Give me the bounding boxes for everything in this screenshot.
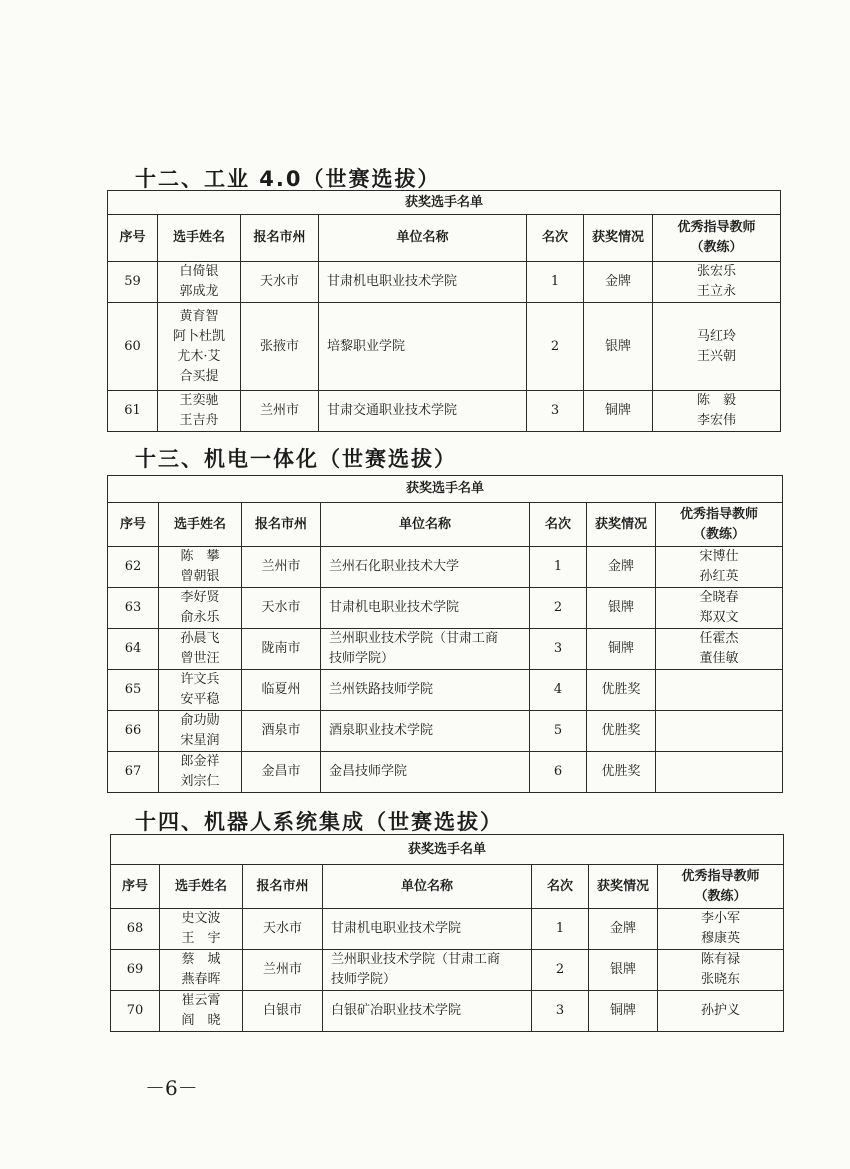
cell-names [160, 950, 243, 991]
cell-seq: 61 [108, 391, 158, 432]
cell-coaches [658, 909, 784, 950]
unit-name: 技师学院） [331, 972, 397, 987]
table-row [108, 547, 783, 588]
award-table [107, 475, 783, 793]
coach-name: 王立永 [696, 284, 736, 299]
table-caption: 获奖选手名单 [111, 835, 784, 865]
coach-name: 李宏伟 [696, 413, 736, 428]
cell-award: 银牌 [584, 303, 653, 391]
cell-coaches [656, 752, 783, 793]
table-row [108, 303, 781, 391]
cell-unit [321, 547, 530, 588]
coach-name: 张宏乐 [696, 264, 736, 279]
contestant-name: 许文兵 [180, 672, 220, 687]
cell-unit [321, 670, 530, 711]
cell-award: 金牌 [589, 909, 658, 950]
contestant-name: 阎 晓 [181, 1013, 221, 1028]
coach-name: 孙红英 [699, 569, 739, 584]
header-rank: 名次 [532, 865, 589, 909]
contestant-name: 俞永乐 [180, 610, 220, 625]
cell-seq: 60 [108, 303, 158, 391]
contestant-name: 崔云霄 [181, 993, 221, 1008]
cell-coaches [658, 991, 784, 1032]
cell-city: 天水市 [241, 262, 319, 303]
cell-city: 兰州市 [241, 391, 319, 432]
contestant-name: 郎金祥 [180, 754, 220, 769]
coach-name: 任霍杰 [699, 631, 739, 646]
cell-rank: 1 [532, 909, 589, 950]
unit-name: 白银矿冶职业技术学院 [331, 1003, 462, 1018]
coach-name: 穆康英 [700, 931, 740, 946]
coach-name: 孙护义 [700, 1003, 740, 1018]
cell-seq: 65 [108, 670, 159, 711]
header-coach-line2: （教练） [690, 240, 743, 255]
contestant-name: 俞功勋 [180, 713, 220, 728]
cell-award: 铜牌 [587, 629, 656, 670]
table-row [108, 670, 783, 711]
cell-names [159, 670, 242, 711]
cell-seq: 68 [111, 909, 160, 950]
cell-seq: 66 [108, 711, 159, 752]
header-coach [656, 503, 783, 547]
unit-name: 培黎职业学院 [327, 338, 406, 354]
contestant-name: 曾朝银 [180, 569, 220, 584]
contestant-name: 宋星润 [180, 733, 220, 748]
cell-coaches [656, 711, 783, 752]
cell-names [159, 752, 242, 793]
header-unit: 单位名称 [321, 503, 530, 547]
table-row [111, 991, 784, 1032]
table-row [111, 950, 784, 991]
cell-city: 张掖市 [241, 303, 319, 391]
unit-name: 兰州职业技术学院（甘肃工商 [331, 952, 501, 967]
header-unit: 单位名称 [319, 215, 527, 262]
cell-coaches [656, 670, 783, 711]
contestant-name: 安平稳 [180, 692, 220, 707]
table-row [111, 909, 784, 950]
award-table [107, 190, 781, 432]
coach-name: 马红玲 [696, 328, 736, 344]
cell-award: 优胜奖 [587, 752, 656, 793]
unit-name: 兰州石化职业技术大学 [329, 559, 460, 574]
cell-rank: 3 [527, 391, 584, 432]
cell-unit [321, 711, 530, 752]
cell-city: 临夏州 [242, 670, 321, 711]
cell-seq: 59 [108, 262, 158, 303]
section-title: 十三、机电一体化（世赛选拔） [135, 447, 457, 471]
unit-name: 酒泉职业技术学院 [329, 723, 434, 738]
cell-city: 陇南市 [242, 629, 321, 670]
unit-name: 甘肃交通职业技术学院 [327, 403, 458, 418]
contestant-name: 燕春晖 [181, 972, 221, 987]
contestant-name: 陈 攀 [180, 549, 220, 564]
contestant-name: 王吉舟 [179, 413, 219, 428]
contestant-name: 白倚银 [179, 264, 219, 279]
cell-rank: 3 [532, 991, 589, 1032]
table-body [111, 909, 784, 1032]
header-rank: 名次 [530, 503, 587, 547]
cell-unit [323, 909, 532, 950]
cell-names [159, 711, 242, 752]
cell-rank: 2 [530, 588, 587, 629]
contestant-name: 合买提 [179, 368, 219, 384]
header-award: 获奖情况 [589, 865, 658, 909]
cell-rank: 6 [530, 752, 587, 793]
coach-name: 宋博仕 [699, 549, 739, 564]
contestant-name: 孙晨飞 [180, 631, 220, 646]
header-seq: 序号 [108, 503, 159, 547]
table-caption: 获奖选手名单 [108, 476, 783, 503]
cell-rank: 2 [527, 303, 584, 391]
cell-unit [319, 391, 527, 432]
cell-unit [321, 629, 530, 670]
cell-seq: 62 [108, 547, 159, 588]
cell-rank: 5 [530, 711, 587, 752]
header-coach-line2: （教练） [692, 526, 745, 542]
cell-award: 金牌 [584, 262, 653, 303]
unit-name: 甘肃机电职业技术学院 [331, 921, 462, 936]
page-number: －6－ [145, 1076, 198, 1100]
cell-award: 银牌 [587, 588, 656, 629]
header-seq: 序号 [108, 215, 158, 262]
table-caption: 获奖选手名单 [108, 191, 781, 215]
cell-seq: 63 [108, 588, 159, 629]
cell-names [158, 262, 241, 303]
header-name: 选手姓名 [160, 865, 243, 909]
cell-seq: 69 [111, 950, 160, 991]
header-award: 获奖情况 [587, 503, 656, 547]
header-unit: 单位名称 [323, 865, 532, 909]
cell-unit [319, 303, 527, 391]
cell-rank: 4 [530, 670, 587, 711]
unit-name: 金昌技师学院 [329, 764, 408, 779]
cell-city: 酒泉市 [242, 711, 321, 752]
cell-names [159, 588, 242, 629]
cell-coaches [653, 262, 781, 303]
cell-unit [323, 950, 532, 991]
coach-name: 陈 毅 [696, 393, 736, 408]
coach-name: 郑双文 [699, 610, 739, 625]
cell-unit [323, 991, 532, 1032]
award-table [110, 834, 784, 1032]
cell-names [160, 909, 243, 950]
header-coach-line2: （教练） [694, 888, 747, 904]
cell-unit [319, 262, 527, 303]
header-city: 报名市州 [241, 215, 319, 262]
coach-name: 全晓春 [699, 590, 739, 605]
coach-name: 陈有禄 [700, 952, 740, 967]
coach-name: 张晓东 [700, 972, 740, 987]
unit-name: 兰州铁路技师学院 [329, 682, 434, 697]
header-coach-line1: 优秀指导教师 [679, 506, 758, 522]
cell-award: 金牌 [587, 547, 656, 588]
header-name: 选手姓名 [159, 503, 242, 547]
contestant-name: 蔡 城 [181, 952, 221, 967]
cell-coaches [653, 303, 781, 391]
cell-coaches [658, 950, 784, 991]
header-city: 报名市州 [243, 865, 323, 909]
cell-seq: 67 [108, 752, 159, 793]
coach-name: 董佳敏 [699, 651, 739, 666]
cell-unit [321, 752, 530, 793]
cell-city: 金昌市 [242, 752, 321, 793]
cell-coaches [656, 629, 783, 670]
cell-award: 铜牌 [589, 991, 658, 1032]
contestant-name: 曾世汪 [180, 651, 220, 666]
cell-city: 白银市 [243, 991, 323, 1032]
cell-rank: 3 [530, 629, 587, 670]
contestant-name: 王奕驰 [179, 393, 219, 408]
header-coach-line1: 优秀指导教师 [677, 220, 756, 235]
cell-award: 铜牌 [584, 391, 653, 432]
cell-award: 优胜奖 [587, 711, 656, 752]
header-coach [658, 865, 784, 909]
header-seq: 序号 [111, 865, 160, 909]
table-row [108, 391, 781, 432]
cell-rank: 2 [532, 950, 589, 991]
cell-seq: 64 [108, 629, 159, 670]
cell-city: 兰州市 [242, 547, 321, 588]
table-row [108, 588, 783, 629]
cell-unit [321, 588, 530, 629]
header-rank: 名次 [527, 215, 584, 262]
header-name: 选手姓名 [158, 215, 241, 262]
contestant-name: 尤木·艾 [177, 348, 221, 364]
cell-names [159, 547, 242, 588]
contestant-name: 郭成龙 [179, 284, 219, 299]
cell-seq: 70 [111, 991, 160, 1032]
contestant-name: 李好贤 [180, 590, 220, 605]
contestant-name: 黄育智 [179, 308, 219, 324]
table-body [108, 547, 783, 793]
header-coach-line1: 优秀指导教师 [681, 868, 760, 884]
contestant-name: 刘宗仁 [180, 774, 220, 789]
table-row [108, 711, 783, 752]
coach-name: 李小军 [700, 911, 740, 926]
header-city: 报名市州 [242, 503, 321, 547]
cell-names [160, 991, 243, 1032]
cell-rank: 1 [530, 547, 587, 588]
contestant-name: 史文波 [181, 911, 221, 926]
header-coach [653, 215, 781, 262]
unit-name: 技师学院） [329, 651, 395, 666]
cell-city: 天水市 [242, 588, 321, 629]
table-row [108, 262, 781, 303]
table-body [108, 262, 781, 432]
header-award: 获奖情况 [584, 215, 653, 262]
coach-name: 王兴朝 [696, 348, 736, 364]
table-row [108, 629, 783, 670]
contestant-name: 王 宇 [181, 931, 221, 946]
cell-names [158, 391, 241, 432]
unit-name: 兰州职业技术学院（甘肃工商 [329, 631, 499, 646]
cell-award: 优胜奖 [587, 670, 656, 711]
cell-coaches [656, 547, 783, 588]
cell-coaches [653, 391, 781, 432]
unit-name: 甘肃机电职业技术学院 [327, 274, 458, 289]
unit-name: 甘肃机电职业技术学院 [329, 600, 460, 615]
cell-city: 兰州市 [243, 950, 323, 991]
cell-names [159, 629, 242, 670]
section-title: 十二、工业 4.0（世赛选拔） [135, 167, 441, 191]
cell-rank: 1 [527, 262, 584, 303]
cell-city: 天水市 [243, 909, 323, 950]
cell-coaches [656, 588, 783, 629]
contestant-name: 阿卜杜凯 [172, 328, 225, 344]
section-title: 十四、机器人系统集成（世赛选拔） [135, 810, 503, 834]
cell-names [158, 303, 241, 391]
table-row [108, 752, 783, 793]
cell-award: 银牌 [589, 950, 658, 991]
